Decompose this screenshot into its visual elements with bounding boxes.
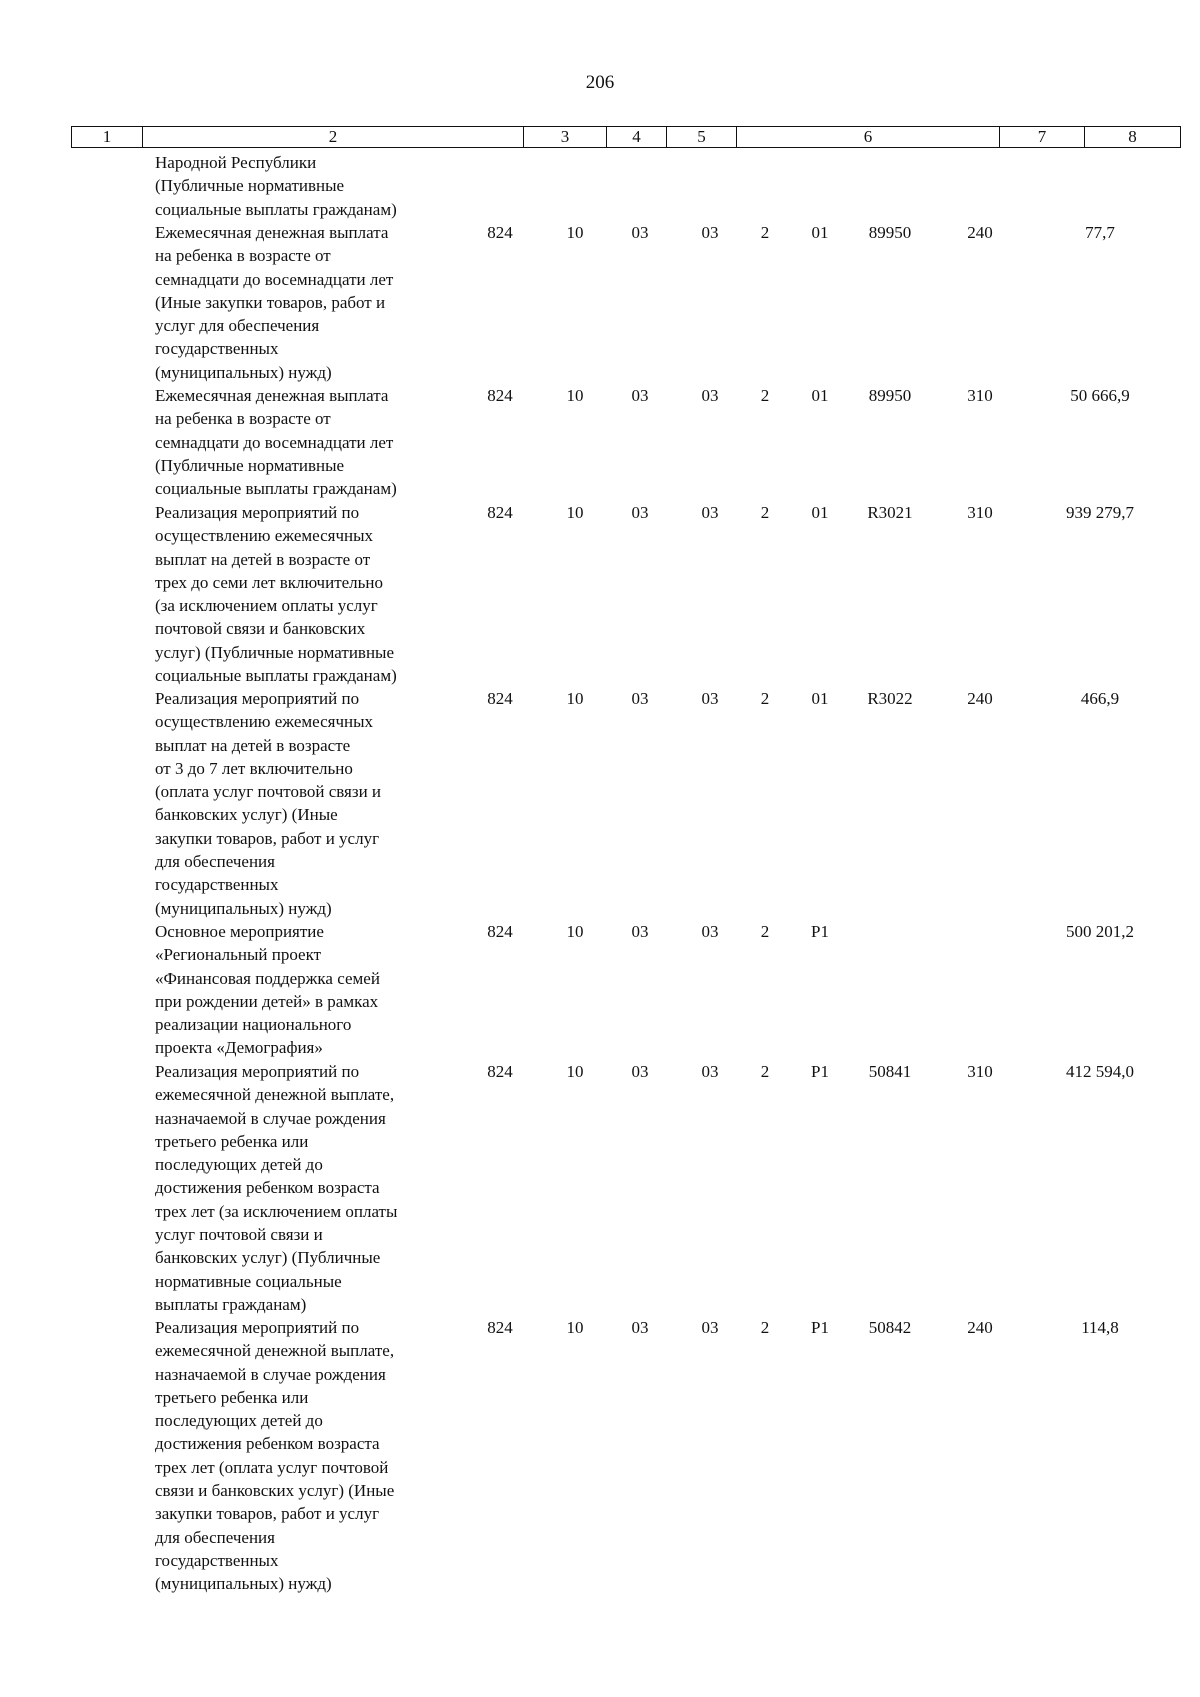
row-expense-type: 240 (967, 223, 993, 242)
header-cell-4: 4 (632, 127, 641, 146)
table-header (71, 126, 1181, 148)
row-section: 10 (566, 386, 584, 405)
header-cell-2: 2 (328, 127, 338, 146)
row-ministry-code: 824 (487, 689, 513, 708)
header-cell-7: 7 (1037, 127, 1047, 146)
row-subsection: 03 (631, 223, 649, 242)
row-target-subprogram: 2 (760, 386, 770, 405)
row-section: 10 (566, 922, 584, 941)
row-subsection: 03 (631, 1318, 649, 1337)
row-description: Реализация мероприятий по осуществлению ежемесячных выплат на детей в возрасте от 3 до 7 лет включительно (оплата услуг почтовой связи и банковских услуг) (Иные закупки товаров, работ и услуг для обеспечения государственных (муниципальных) нужд) (155, 689, 382, 918)
row-amount: 114,8 (1081, 1318, 1119, 1337)
row-expense-type: 310 (967, 503, 993, 522)
row-description: Основное мероприятие «Региональный проект «Финансовая поддержка семей при рождении детей» в рамках реализации национального проекта «Демография» (155, 922, 380, 1058)
row-target-direction: 50841 (868, 1062, 912, 1081)
row-description: Ежемесячная денежная выплата на ребенка в возрасте от семнадцати до восемнадцати лет (Публичные нормативные социальные выплаты гражданам) (155, 386, 397, 499)
row-target-measure: P1 (811, 1062, 829, 1081)
row-target-measure: 01 (811, 223, 829, 242)
row-section: 10 (566, 503, 584, 522)
row-ministry-code: 824 (487, 386, 513, 405)
row-ministry-code: 824 (487, 1062, 513, 1081)
row-section: 10 (566, 1318, 584, 1337)
row-target-subprogram: 2 (760, 689, 770, 708)
row-target-program: 03 (701, 689, 719, 708)
row-expense-type: 310 (967, 386, 993, 405)
row-amount: 412 594,0 (1066, 1062, 1134, 1081)
row-description: Народной Республики (Публичные нормативные социальные выплаты гражданам) (155, 153, 397, 219)
row-target-program: 03 (701, 1318, 719, 1337)
row-target-subprogram: 2 (760, 1062, 770, 1081)
row-section: 10 (566, 1062, 584, 1081)
row-expense-type: 240 (967, 689, 993, 708)
row-target-subprogram: 2 (760, 503, 770, 522)
row-subsection: 03 (631, 1062, 649, 1081)
row-amount: 50 666,9 (1070, 386, 1130, 405)
row-target-subprogram: 2 (760, 223, 770, 242)
row-expense-type: 310 (967, 1062, 993, 1081)
row-description: Реализация мероприятий по осуществлению ежемесячных выплат на детей в возрасте от трех до семи лет включительно (за исключением оплаты услуг почтовой связи и банковских услуг) (Публичные нормативные социальные выплаты гражданам) (155, 503, 397, 686)
row-subsection: 03 (631, 386, 649, 405)
row-subsection: 03 (631, 922, 649, 941)
row-description: Реализация мероприятий по ежемесячной денежной выплате, назначаемой в случае рождения третьего ребенка или последующих детей до достижения ребенком возраста трех лет (за исключением оплаты услуг почтовой связи и банковских услуг) (Публичные нормативные социальные выплаты гражданам) (155, 1062, 398, 1314)
row-amount: 939 279,7 (1066, 503, 1134, 522)
row-target-program: 03 (701, 386, 719, 405)
row-target-program: 03 (701, 922, 719, 941)
row-description: Реализация мероприятий по ежемесячной денежной выплате, назначаемой в случае рождения третьего ребенка или последующих детей до достижения ребенком возраста трех лет (оплата услуг почтовой связи и банковских услуг) (Иные закупки товаров, работ и услуг для обеспечения государственных (муниципальных) нужд) (155, 1318, 395, 1594)
row-amount: 77,7 (1085, 223, 1115, 242)
header-cell-6: 6 (863, 127, 873, 146)
row-amount: 466,9 (1080, 689, 1120, 708)
row-subsection: 03 (631, 503, 649, 522)
row-target-measure: P1 (811, 922, 829, 941)
row-target-direction: 89950 (868, 386, 912, 405)
row-description: Ежемесячная денежная выплата на ребенка в возрасте от семнадцати до восемнадцати лет (Иные закупки товаров, работ и услуг для обеспечения государственных (муниципальных) нужд) (155, 223, 394, 382)
row-target-program: 03 (701, 1062, 719, 1081)
row-expense-type: 240 (967, 1318, 993, 1337)
page-number: 206 (585, 72, 615, 93)
row-target-subprogram: 2 (760, 922, 770, 941)
row-target-program: 03 (701, 503, 719, 522)
row-target-subprogram: 2 (760, 1318, 770, 1337)
row-target-measure: 01 (811, 689, 829, 708)
row-ministry-code: 824 (487, 223, 513, 242)
header-cell-8: 8 (1128, 127, 1137, 146)
header-cell-5: 5 (697, 127, 706, 146)
row-ministry-code: 824 (487, 503, 513, 522)
row-ministry-code: 824 (487, 922, 513, 941)
row-target-program: 03 (701, 223, 719, 242)
header-cell-3: 3 (560, 127, 570, 146)
row-target-measure: P1 (811, 1318, 829, 1337)
row-subsection: 03 (631, 689, 649, 708)
row-target-direction: 89950 (868, 223, 912, 242)
row-target-direction: R3021 (867, 503, 913, 522)
row-section: 10 (566, 689, 584, 708)
row-target-measure: 01 (811, 386, 829, 405)
row-target-direction: R3022 (867, 689, 913, 708)
header-cell-1: 1 (102, 127, 112, 146)
row-section: 10 (566, 223, 584, 242)
row-amount: 500 201,2 (1066, 922, 1134, 941)
row-ministry-code: 824 (487, 1318, 513, 1337)
row-target-measure: 01 (811, 503, 829, 522)
row-target-direction: 50842 (868, 1318, 912, 1337)
